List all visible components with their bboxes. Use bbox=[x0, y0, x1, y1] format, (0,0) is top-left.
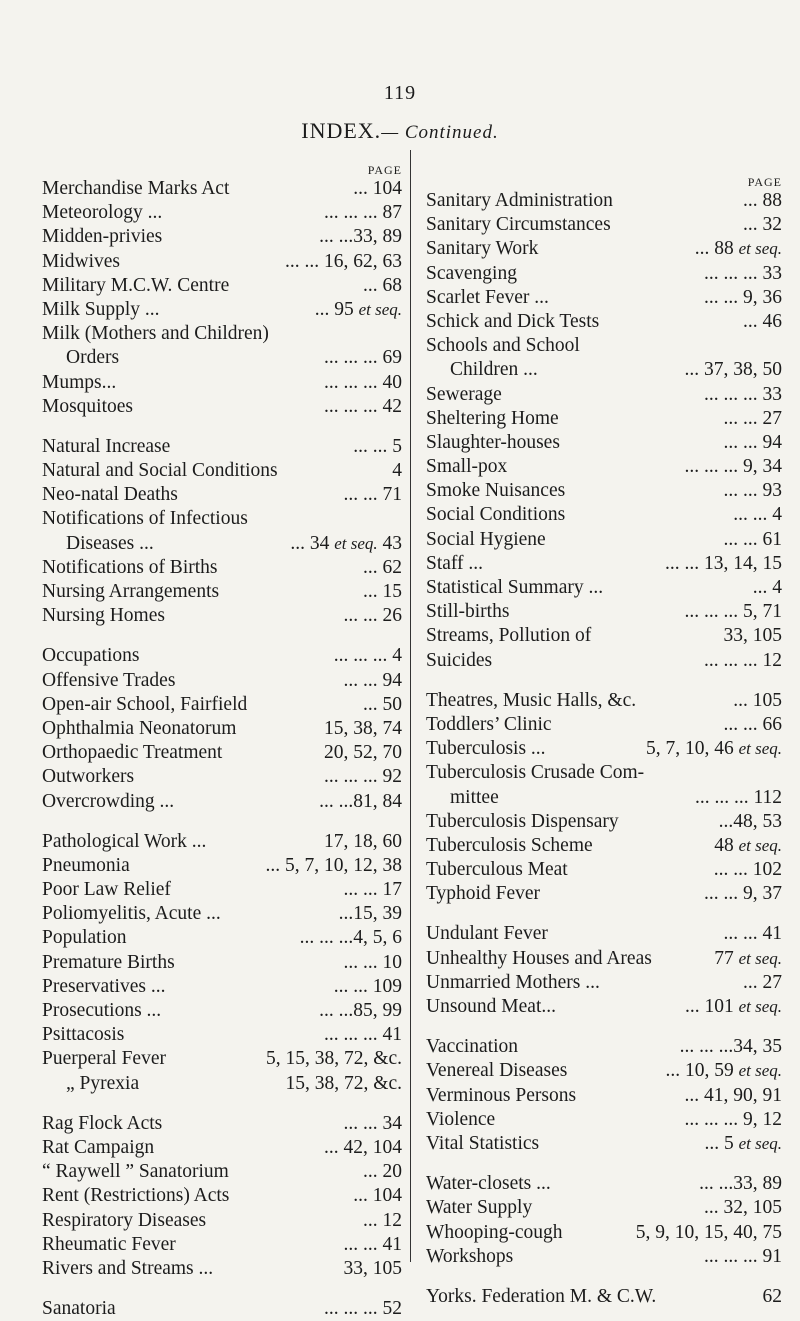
index-term: Undulant Fever bbox=[426, 923, 548, 945]
index-pages: ... ... 26 bbox=[343, 605, 402, 627]
index-entry bbox=[426, 995, 782, 1019]
index-pages: ... 46 bbox=[743, 310, 782, 332]
index-pages: ... 34 et seq. 43 bbox=[290, 532, 402, 554]
index-term: Children ... bbox=[450, 359, 538, 381]
index-heading bbox=[0, 118, 800, 144]
index-term: Neo-natal Deaths bbox=[42, 484, 178, 506]
index-term: Diseases ... bbox=[66, 532, 154, 554]
index-entry bbox=[426, 1196, 782, 1220]
index-term: Rat Campaign bbox=[42, 1136, 155, 1158]
index-entry bbox=[426, 786, 782, 810]
right-index-column bbox=[426, 175, 782, 1309]
index-entry bbox=[426, 1084, 782, 1108]
index-term: Water Supply bbox=[426, 1197, 533, 1219]
index-entry bbox=[42, 459, 402, 483]
index-term: Social Conditions bbox=[426, 504, 566, 526]
index-pages: 62 bbox=[762, 1285, 782, 1307]
index-entry bbox=[42, 765, 402, 789]
index-pages: ... 5, 7, 10, 12, 38 bbox=[265, 854, 402, 876]
index-pages: ... ... 34 bbox=[343, 1112, 402, 1134]
index-term: Sewerage bbox=[426, 383, 502, 405]
index-entry bbox=[42, 1257, 402, 1281]
index-term: Puerperal Fever bbox=[42, 1048, 166, 1070]
index-term: Population bbox=[42, 927, 127, 949]
index-pages: ... ... 13, 14, 15 bbox=[665, 552, 782, 574]
index-term: „ Pyrexia bbox=[66, 1072, 140, 1094]
group-gap bbox=[42, 628, 402, 644]
index-pages: ... 88 et seq. bbox=[694, 238, 782, 260]
index-pages: ... ... 109 bbox=[333, 975, 402, 997]
index-pages: 48 et seq. bbox=[714, 834, 782, 856]
index-pages: ... ... ... 12 bbox=[704, 649, 782, 671]
index-entry bbox=[42, 556, 402, 580]
index-term: Open-air School, Fairfield bbox=[42, 693, 248, 715]
index-pages: 33, 105 bbox=[723, 625, 782, 647]
index-pages: ... 50 bbox=[363, 693, 402, 715]
index-pages: ... ... 94 bbox=[723, 431, 782, 453]
index-entry bbox=[426, 624, 782, 648]
index-entry bbox=[426, 761, 782, 785]
index-term: Suicides bbox=[426, 649, 493, 671]
index-term: Venereal Diseases bbox=[426, 1060, 568, 1082]
index-entry bbox=[42, 322, 402, 346]
index-pages: 4 bbox=[392, 460, 402, 482]
group-gap bbox=[42, 814, 402, 830]
index-pages: ... 27 bbox=[743, 971, 782, 993]
group-gap bbox=[426, 673, 782, 689]
index-term: Milk (Mothers and Children) bbox=[42, 323, 269, 345]
index-entry bbox=[42, 975, 402, 999]
index-term: Tuberculous Meat bbox=[426, 859, 568, 881]
index-entry bbox=[42, 926, 402, 950]
index-entry bbox=[426, 1059, 782, 1083]
index-term: Mosquitoes bbox=[42, 395, 134, 417]
index-pages: ... ... ... 42 bbox=[324, 395, 402, 417]
index-entry bbox=[426, 552, 782, 576]
index-term: Prosecutions ... bbox=[42, 1000, 162, 1021]
index-term: Workshops bbox=[426, 1245, 514, 1267]
index-entry bbox=[426, 358, 782, 382]
index-pages: ... ... ... 92 bbox=[324, 766, 402, 788]
index-term: Vital Statistics bbox=[426, 1132, 540, 1154]
index-term: Offensive Trades bbox=[42, 669, 176, 691]
index-entry bbox=[42, 1136, 402, 1160]
index-term: “ Raywell ” Sanatorium bbox=[42, 1161, 229, 1183]
index-pages: ... ... 27 bbox=[723, 407, 782, 429]
index-term: Unhealthy Houses and Areas bbox=[426, 947, 652, 969]
index-entry bbox=[426, 1172, 782, 1196]
index-pages: ... 105 bbox=[733, 689, 782, 711]
group-gap bbox=[426, 906, 782, 922]
index-entry bbox=[426, 649, 782, 673]
index-entry bbox=[42, 1072, 402, 1096]
index-entry bbox=[42, 225, 402, 249]
index-term: Premature Births bbox=[42, 951, 175, 973]
index-term: Tuberculosis Crusade Com- bbox=[426, 762, 645, 784]
group-gap bbox=[42, 1096, 402, 1112]
index-entry bbox=[426, 431, 782, 455]
group-gap bbox=[426, 1269, 782, 1285]
index-entry bbox=[426, 1245, 782, 1269]
index-pages: ... 4 bbox=[752, 577, 782, 598]
index-term: Pneumonia bbox=[42, 854, 130, 876]
page-label: PAGE bbox=[367, 163, 402, 177]
index-entry bbox=[42, 693, 402, 717]
index-entry bbox=[426, 1035, 782, 1059]
index-term: Milk Supply ... bbox=[42, 298, 160, 320]
index-term: Rag Flock Acts bbox=[42, 1112, 163, 1134]
index-pages: ... 104 bbox=[353, 178, 402, 199]
index-entry bbox=[426, 1221, 782, 1245]
group-gap bbox=[426, 1156, 782, 1172]
index-entry bbox=[426, 810, 782, 834]
index-term: Yorks. Federation M. & C.W. bbox=[426, 1285, 657, 1307]
index-pages: ... ...33, 89 bbox=[699, 1173, 782, 1195]
index-pages: ... ... 16, 62, 63 bbox=[285, 250, 402, 272]
index-entry bbox=[42, 717, 402, 741]
group-gap bbox=[42, 419, 402, 435]
index-term: Rheumatic Fever bbox=[42, 1233, 176, 1255]
index-pages: ... ... ... 5, 71 bbox=[684, 601, 782, 623]
index-term: Sanitary Administration bbox=[426, 190, 613, 211]
index-entry bbox=[42, 790, 402, 814]
index-term: Nursing Arrangements bbox=[42, 581, 220, 602]
index-term: Occupations bbox=[42, 645, 140, 667]
index-entry bbox=[42, 250, 402, 274]
index-entry bbox=[42, 532, 402, 556]
page-label: PAGE bbox=[747, 175, 782, 189]
index-term: Poor Law Relief bbox=[42, 879, 171, 901]
index-pages: ... 32, 105 bbox=[704, 1197, 782, 1219]
index-term: Sheltering Home bbox=[426, 407, 559, 429]
index-term: Overcrowding ... bbox=[42, 790, 175, 812]
index-term: Scarlet Fever ... bbox=[426, 286, 549, 308]
index-pages: ... ... ... 91 bbox=[704, 1245, 782, 1267]
index-entry bbox=[426, 600, 782, 624]
index-term: Orders bbox=[66, 347, 120, 369]
column-divider bbox=[410, 150, 411, 1262]
index-pages: ... 5 et seq. bbox=[704, 1132, 782, 1154]
index-term: Sanitary Circumstances bbox=[426, 214, 611, 236]
index-pages: ... 41, 90, 91 bbox=[684, 1084, 782, 1106]
index-pages: ... ... ... 52 bbox=[324, 1298, 402, 1320]
index-term: Orthopaedic Treatment bbox=[42, 742, 223, 764]
index-term: Theatres, Music Halls, &c. bbox=[426, 689, 637, 711]
index-pages: ... 101 et seq. bbox=[684, 996, 782, 1017]
index-term: Tuberculosis Scheme bbox=[426, 834, 593, 856]
index-term: Notifications of Infectious bbox=[42, 508, 248, 530]
index-term: Staff ... bbox=[426, 552, 484, 574]
index-entry bbox=[426, 237, 782, 261]
index-entry bbox=[426, 286, 782, 310]
index-entry bbox=[426, 503, 782, 527]
index-pages: ... 62 bbox=[363, 556, 402, 578]
index-term: Preservatives ... bbox=[42, 975, 166, 997]
index-term: Sanitary Work bbox=[426, 238, 539, 260]
index-term: Streams, Pollution of bbox=[426, 625, 592, 647]
index-pages: ... ... 94 bbox=[343, 669, 402, 691]
index-pages: ... ... 71 bbox=[343, 484, 402, 506]
index-pages: ... ... 17 bbox=[343, 879, 402, 901]
index-term: Merchandise Marks Act bbox=[42, 178, 230, 199]
index-entry bbox=[426, 713, 782, 737]
index-pages: ... ... ...4, 5, 6 bbox=[299, 927, 402, 949]
index-term: Still-births bbox=[426, 601, 510, 623]
index-term: Meteorology ... bbox=[42, 202, 163, 224]
index-term: Verminous Persons bbox=[426, 1084, 577, 1106]
index-pages: 5, 7, 10, 46 et seq. bbox=[645, 738, 782, 760]
group-gap bbox=[42, 1281, 402, 1297]
index-entry bbox=[426, 737, 782, 761]
index-term: Small-pox bbox=[426, 456, 508, 478]
continued-label: — Continued. bbox=[381, 122, 499, 143]
index-pages: 15, 38, 72, &c. bbox=[285, 1072, 402, 1094]
left-index-column bbox=[42, 163, 402, 1321]
index-term: Water-closets ... bbox=[426, 1173, 551, 1195]
index-entry bbox=[426, 213, 782, 237]
index-entry bbox=[42, 507, 402, 531]
index-entry bbox=[426, 1285, 782, 1309]
index-term: Midwives bbox=[42, 250, 120, 272]
index-entry bbox=[42, 644, 402, 668]
index-pages: ... 12 bbox=[363, 1209, 402, 1231]
index-entry bbox=[42, 1209, 402, 1233]
index-pages: ... ... 10 bbox=[343, 951, 402, 973]
index-entry bbox=[42, 878, 402, 902]
index-pages: ... ... 4 bbox=[733, 504, 782, 526]
index-entry bbox=[42, 435, 402, 459]
index-term: Smoke Nuisances bbox=[426, 480, 566, 502]
index-entry bbox=[42, 741, 402, 765]
index-entry bbox=[426, 971, 782, 995]
index-title: INDEX. bbox=[301, 118, 382, 143]
index-term: Violence bbox=[426, 1108, 496, 1130]
index-entry bbox=[426, 922, 782, 946]
index-pages: ... ...81, 84 bbox=[319, 790, 402, 812]
index-term: Scavenging bbox=[426, 262, 517, 284]
index-entry bbox=[42, 483, 402, 507]
index-term: Unsound Meat... bbox=[426, 996, 556, 1017]
index-term: Outworkers bbox=[42, 766, 135, 788]
index-pages: ... ... 9, 36 bbox=[704, 286, 782, 308]
index-pages: 20, 52, 70 bbox=[324, 742, 402, 764]
index-pages: ... ... 5 bbox=[353, 435, 402, 457]
index-entry bbox=[42, 951, 402, 975]
index-entry bbox=[42, 1184, 402, 1208]
index-pages: 15, 38, 74 bbox=[324, 717, 402, 739]
index-pages: ... ... ...34, 35 bbox=[679, 1036, 782, 1058]
index-entry bbox=[42, 1160, 402, 1184]
index-entry bbox=[426, 858, 782, 882]
index-entry bbox=[42, 1112, 402, 1136]
index-entry bbox=[426, 455, 782, 479]
index-pages: ... ... 41 bbox=[723, 923, 782, 945]
index-entry bbox=[42, 854, 402, 878]
index-pages: ... ... ... 9, 34 bbox=[684, 456, 782, 478]
index-entry bbox=[42, 395, 402, 419]
index-entry bbox=[42, 1023, 402, 1047]
index-pages: ... 37, 38, 50 bbox=[684, 359, 782, 381]
index-entry bbox=[426, 689, 782, 713]
index-term: Toddlers’ Clinic bbox=[426, 713, 552, 735]
index-pages: ... ... ... 33 bbox=[704, 262, 782, 284]
index-term: Rivers and Streams ... bbox=[42, 1257, 214, 1279]
index-pages: ... 32 bbox=[743, 214, 782, 236]
index-term: Social Hygiene bbox=[426, 528, 546, 550]
index-pages: ... ... ... 4 bbox=[333, 645, 402, 667]
index-pages: ... ... ... 87 bbox=[324, 202, 402, 224]
index-pages: ... ... ... 69 bbox=[324, 347, 402, 369]
index-pages: 5, 9, 10, 15, 40, 75 bbox=[635, 1221, 782, 1243]
index-entry bbox=[426, 262, 782, 286]
index-term: Statistical Summary ... bbox=[426, 577, 604, 598]
index-term: Typhoid Fever bbox=[426, 883, 540, 905]
index-entry bbox=[426, 310, 782, 334]
index-pages: ... ...85, 99 bbox=[319, 1000, 402, 1021]
index-entry bbox=[42, 346, 402, 370]
index-entry bbox=[426, 834, 782, 858]
index-pages: ... 42, 104 bbox=[324, 1136, 402, 1158]
index-entry bbox=[42, 371, 402, 395]
index-pages: ... ... 102 bbox=[713, 859, 782, 881]
index-pages: ... 68 bbox=[363, 274, 402, 296]
index-pages: ... ...33, 89 bbox=[319, 226, 402, 248]
index-term: Natural and Social Conditions bbox=[42, 460, 278, 482]
index-term: Natural Increase bbox=[42, 435, 171, 457]
index-entry bbox=[42, 580, 402, 604]
index-entry bbox=[426, 882, 782, 906]
index-pages: ... ... ... 112 bbox=[694, 786, 782, 808]
index-pages: 5, 15, 38, 72, &c. bbox=[266, 1048, 402, 1070]
index-pages: ... ... ... 9, 12 bbox=[684, 1108, 782, 1130]
index-entry bbox=[42, 298, 402, 322]
index-term: Slaughter-houses bbox=[426, 431, 560, 453]
index-term: Schools and School bbox=[426, 335, 580, 357]
index-term: Respiratory Diseases bbox=[42, 1209, 207, 1231]
index-entry bbox=[426, 947, 782, 971]
index-term: mittee bbox=[450, 786, 499, 808]
index-entry bbox=[42, 902, 402, 926]
index-entry bbox=[426, 334, 782, 358]
index-entry bbox=[426, 479, 782, 503]
index-pages: ... ... 61 bbox=[723, 528, 782, 550]
index-entry bbox=[426, 576, 782, 600]
group-gap bbox=[426, 1019, 782, 1035]
index-term: Unmarried Mothers ... bbox=[426, 971, 600, 993]
index-pages: ... ... 66 bbox=[723, 713, 782, 735]
index-pages: 77 et seq. bbox=[714, 947, 782, 969]
index-pages: 17, 18, 60 bbox=[324, 830, 402, 852]
index-pages: ... ... 93 bbox=[723, 480, 782, 502]
index-pages: ...15, 39 bbox=[338, 903, 402, 925]
index-entry bbox=[42, 274, 402, 298]
index-entry bbox=[42, 669, 402, 693]
index-term: Whooping-cough bbox=[426, 1221, 563, 1243]
index-entry bbox=[426, 407, 782, 431]
index-entry bbox=[426, 189, 782, 213]
index-term: Schick and Dick Tests bbox=[426, 310, 600, 332]
index-pages: ... ... 9, 37 bbox=[704, 883, 782, 905]
index-entry bbox=[42, 830, 402, 854]
index-entry bbox=[42, 177, 402, 201]
index-pages: ... ... ... 33 bbox=[704, 383, 782, 405]
index-term: Psittacosis bbox=[42, 1024, 125, 1046]
page-number: 119 bbox=[383, 82, 417, 104]
index-term: Tuberculosis ... bbox=[426, 738, 546, 760]
index-pages: ... 95 et seq. bbox=[314, 298, 402, 320]
index-pages: ... 104 bbox=[353, 1185, 402, 1207]
index-entry bbox=[42, 1233, 402, 1257]
index-term: Ophthalmia Neonatorum bbox=[42, 717, 237, 739]
index-pages: 33, 105 bbox=[343, 1257, 402, 1279]
index-term: Sanatoria bbox=[42, 1298, 116, 1320]
index-pages: ... 20 bbox=[363, 1161, 402, 1183]
index-entry bbox=[42, 1047, 402, 1071]
index-term: Midden-privies bbox=[42, 226, 163, 248]
index-term: Poliomyelitis, Acute ... bbox=[42, 903, 221, 925]
index-pages: ...48, 53 bbox=[718, 810, 782, 832]
index-term: Rent (Restrictions) Acts bbox=[42, 1185, 230, 1207]
index-pages: ... 15 bbox=[363, 581, 402, 602]
index-term: Vaccination bbox=[426, 1036, 519, 1058]
index-term: Mumps... bbox=[42, 371, 117, 393]
index-entry bbox=[42, 999, 402, 1023]
index-term: Pathological Work ... bbox=[42, 830, 207, 852]
index-entry bbox=[42, 604, 402, 628]
index-pages: ... 88 bbox=[743, 190, 782, 211]
index-pages: ... ... ... 41 bbox=[324, 1024, 402, 1046]
index-entry bbox=[426, 1108, 782, 1132]
index-entry bbox=[426, 1132, 782, 1156]
index-pages: ... ... 41 bbox=[343, 1233, 402, 1255]
index-entry bbox=[426, 528, 782, 552]
index-entry bbox=[42, 201, 402, 225]
index-term: Nursing Homes bbox=[42, 605, 165, 627]
index-entry bbox=[426, 383, 782, 407]
index-term: Tuberculosis Dispensary bbox=[426, 810, 619, 832]
index-pages: ... 10, 59 et seq. bbox=[665, 1060, 782, 1082]
index-term: Military M.C.W. Centre bbox=[42, 274, 230, 296]
index-pages: ... ... ... 40 bbox=[324, 371, 402, 393]
index-term: Notifications of Births bbox=[42, 556, 218, 578]
